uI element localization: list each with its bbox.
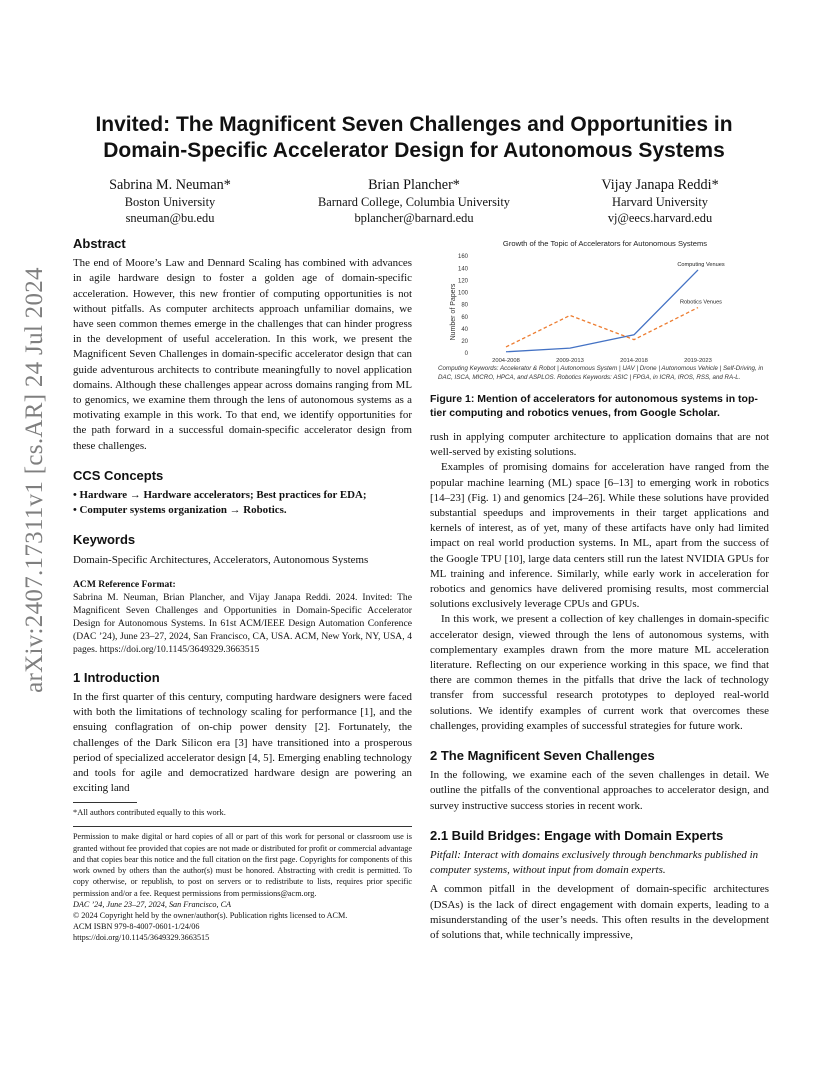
paper-title <box>60 112 768 164</box>
author-name: Sabrina M. Neuman* <box>109 177 231 193</box>
y-tick-label: 140 <box>457 266 468 273</box>
chart-footnote: Computing Keywords: Accelerator & Robot | Autonomous System | UAV | Drone | Autonomous Vehicle | Self-Driving, in DAC, ISCA, MICRO, HPCA, and ASPLOS. Robotics Keywords: ASIC | FPGA, in ICRA, IROS, RSS, and RA-L. <box>438 365 764 381</box>
author-3 <box>560 176 760 226</box>
left-column <box>73 236 412 944</box>
footnote-rule <box>73 802 137 803</box>
y-tick-label: 120 <box>457 278 468 285</box>
section-2-1-text: A common pitfall in the development of domain-specific architectures (DSAs) is the lack of direct engagement with domain experts, leading to a misunderstanding of the user’s needs. This often results in the development of solutions that, while technically impressive, <box>430 883 769 942</box>
y-tick-label: 40 <box>461 326 468 333</box>
ccs-heading: CCS Concepts <box>73 467 164 483</box>
abstract-heading: Abstract <box>73 236 126 251</box>
author-2 <box>294 176 534 226</box>
ccs-line-2: • Computer systems organization → Robotics. <box>73 504 287 517</box>
author-affiliation: Harvard University <box>612 195 708 209</box>
ccs-concepts <box>73 488 412 518</box>
figure-caption: Figure 1: Mention of accelerators for autonomous systems in top-tier computing and robotics venues, from Google Scholar. <box>430 393 758 419</box>
author-name: Brian Plancher* <box>368 177 460 193</box>
doi-line: https://doi.org/10.1145/3649329.3663515 <box>73 933 210 943</box>
permission-text: Permission to make digital or hard copies of all or part of this work for personal or classroom use is granted without fee provided that copies are not made or distributed for profit or commercial advantage and that copies bear this notice and the full citation on the first page. Copyrights for components of this work owned by others than the author(s) must be honored. Abstracting with credit is permitted. To copy otherwise, or republish, to post on servers or to redistribute to lists, requires prior specific permission and/or a fee. Request permissions from permissions@acm.org. <box>73 832 412 898</box>
author-block <box>60 176 768 226</box>
x-tick-label: 2004-2008 <box>492 358 520 364</box>
author-name: Vijay Janapa Reddi* <box>601 177 719 193</box>
abstract-text: The end of Moore’s Law and Dennard Scaling has combined with advances in agile hardware design to foster a golden age of domain-specific acceleration. However, this new frontier of computing opportunities is not without pitfalls. As computer architects approach unfamiliar domains, we have seen common themes emerge in the challenges that can hinder progress in the development of useful acceleration. In this work, we present the Magnificent Seven Challenges in domain-specific accelerator design that can guide adventurous architects to contribute meaningfully to novel application domains. Although these challenges appear across domains ranging from ML to genomics, we examine them through the lens of autonomous systems as a motivating example in this work. To that end, we identify opportunities for the path forward in a successful domain-specific accelerator design from these challenges. <box>73 257 412 452</box>
author-1 <box>80 176 260 226</box>
figure-1 <box>430 236 769 388</box>
intro-heading: 1 Introduction <box>73 669 160 685</box>
x-tick-label: 2009-2013 <box>556 358 584 364</box>
x-tick-label: 2019-2023 <box>684 358 712 364</box>
series-label: Computing Venues <box>677 261 725 268</box>
series-label: Robotics Venues <box>680 299 722 306</box>
x-tick-label: 2014-2018 <box>620 358 648 364</box>
copyright-line: © 2024 Copyright held by the owner/author(s). Publication rights licensed to ACM. <box>73 910 348 920</box>
chart-title: Growth of the Topic of Accelerators for Autonomous Systems <box>502 239 708 248</box>
conference-line: DAC ’24, June 23–27, 2024, San Francisco, CA <box>73 899 232 909</box>
y-tick-label: 80 <box>461 302 468 309</box>
isbn-line: ACM ISBN 979-8-4007-0601-1/24/06 <box>73 922 200 932</box>
keywords-heading: Keywords <box>73 532 136 548</box>
right-para-1: rush in applying computer architecture to application domains that are not well-served by existing solutions. <box>430 431 769 459</box>
chart-ylabel: Number of Papers <box>450 283 457 341</box>
y-tick-label: 60 <box>461 314 468 321</box>
y-tick-label: 20 <box>461 339 468 346</box>
permission-block <box>73 831 412 943</box>
author-email: vj@eecs.harvard.edu <box>607 211 713 225</box>
arxiv-stamp: arXiv:2407.17311v1 [cs.AR] 24 Jul 2024 <box>21 267 48 693</box>
acm-reference <box>73 578 412 656</box>
footnote: *All authors contributed equally to this work. <box>73 808 226 818</box>
arxiv-stamp-container <box>14 200 56 760</box>
intro-text: In the first quarter of this century, computing hardware designers were faced with both the limitations of technology scaling for performance [1], and the ensuing conflagration of on-chip power density [2]. Fortunately, the challenges of the Dark Silicon era [3] have transitioned into a prosperous period of specialized accelerator design [4, 5]. Emerging enabling technology and tools for agile and democratized hardware design are powering an exciting land <box>73 691 412 795</box>
ccs-line-1: • Hardware → Hardware accelerators; Best practices for EDA; <box>73 489 367 502</box>
section-2-1-heading: 2.1 Build Bridges: Engage with Domain Experts <box>430 827 724 843</box>
author-email: bplancher@barnard.edu <box>354 211 474 225</box>
keywords-text: Domain-Specific Architectures, Accelerators, Autonomous Systems <box>73 553 369 566</box>
right-para-3: In this work, we present a collection of key challenges in domain-specific accelerator design, viewed through the lens of autonomous systems, with complementary examples drawn from the more mature ML acceleration literature. Reflecting on our experience working in this space, we find that there are common themes in the pitfalls that drive the lack of technology transfer from successful research prototypes to deployed real-world solutions. We identify examples of current work that overcomes these challenges, providing examples of successful strategies for future work. <box>430 613 769 732</box>
permission-rule <box>73 826 412 827</box>
title-line-2: Domain-Specific Accelerator Design for Autonomous Systems <box>103 139 725 162</box>
y-tick-label: 160 <box>457 254 468 261</box>
right-para-2: Examples of promising domains for acceleration have ranged from the popular machine learning (ML) space [6–13] to emerging work in robotics [14–23] (Fig. 1) and genomics [24–26]. While these solutions have provided substantial speedups and improvements in their target applications and kernels of interest, as of yet, many of these artifacts have only had limited impact on real world production systems. In ML, apart from the success of the Google TPU [10], large data centers still run the latest NVIDIA GPUs for ML training and inference. Similarly, while early work in acceleration for robotics and genomics have delivered promising results, most commercial solutions exclusively leverage CPUs and GPUs. <box>430 461 769 611</box>
author-affiliation: Boston University <box>124 195 216 209</box>
acm-reference-heading: ACM Reference Format: <box>73 578 176 590</box>
section-2-text: In the following, we examine each of the seven challenges in detail. We outline the pitfalls of the conventional approaches to accelerator design, and survey instructive success stories in recent work. <box>430 769 769 812</box>
author-email: sneuman@bu.edu <box>125 211 215 225</box>
section-2-heading: 2 The Magnificent Seven Challenges <box>430 748 655 764</box>
y-tick-label: 0 <box>464 351 468 358</box>
acm-reference-text: Sabrina M. Neuman, Brian Plancher, and Vijay Janapa Reddi. 2024. Invited: The Magnificent Seven Challenges and Opportunities in Domain-Specific Accelerator Design for Autonomous Systems. In 61st ACM/IEEE Design Automation Conference (DAC ’24), June 23–27, 2024, San Francisco, CA, USA. ACM, New York, NY, USA, 4 pages. https://doi.org/10.1145/3649329.3663515 <box>73 591 412 655</box>
title-line-1: Invited: The Magnificent Seven Challenges and Opportunities in <box>95 113 733 136</box>
y-tick-label: 100 <box>457 290 468 297</box>
right-column <box>430 392 769 943</box>
pitfall-text: Pitfall: Interact with domains exclusively through benchmarks published in computer systems, without input from domain experts. <box>430 849 759 877</box>
author-affiliation: Barnard College, Columbia University <box>317 195 511 209</box>
series-line-computing-venues <box>506 270 698 352</box>
